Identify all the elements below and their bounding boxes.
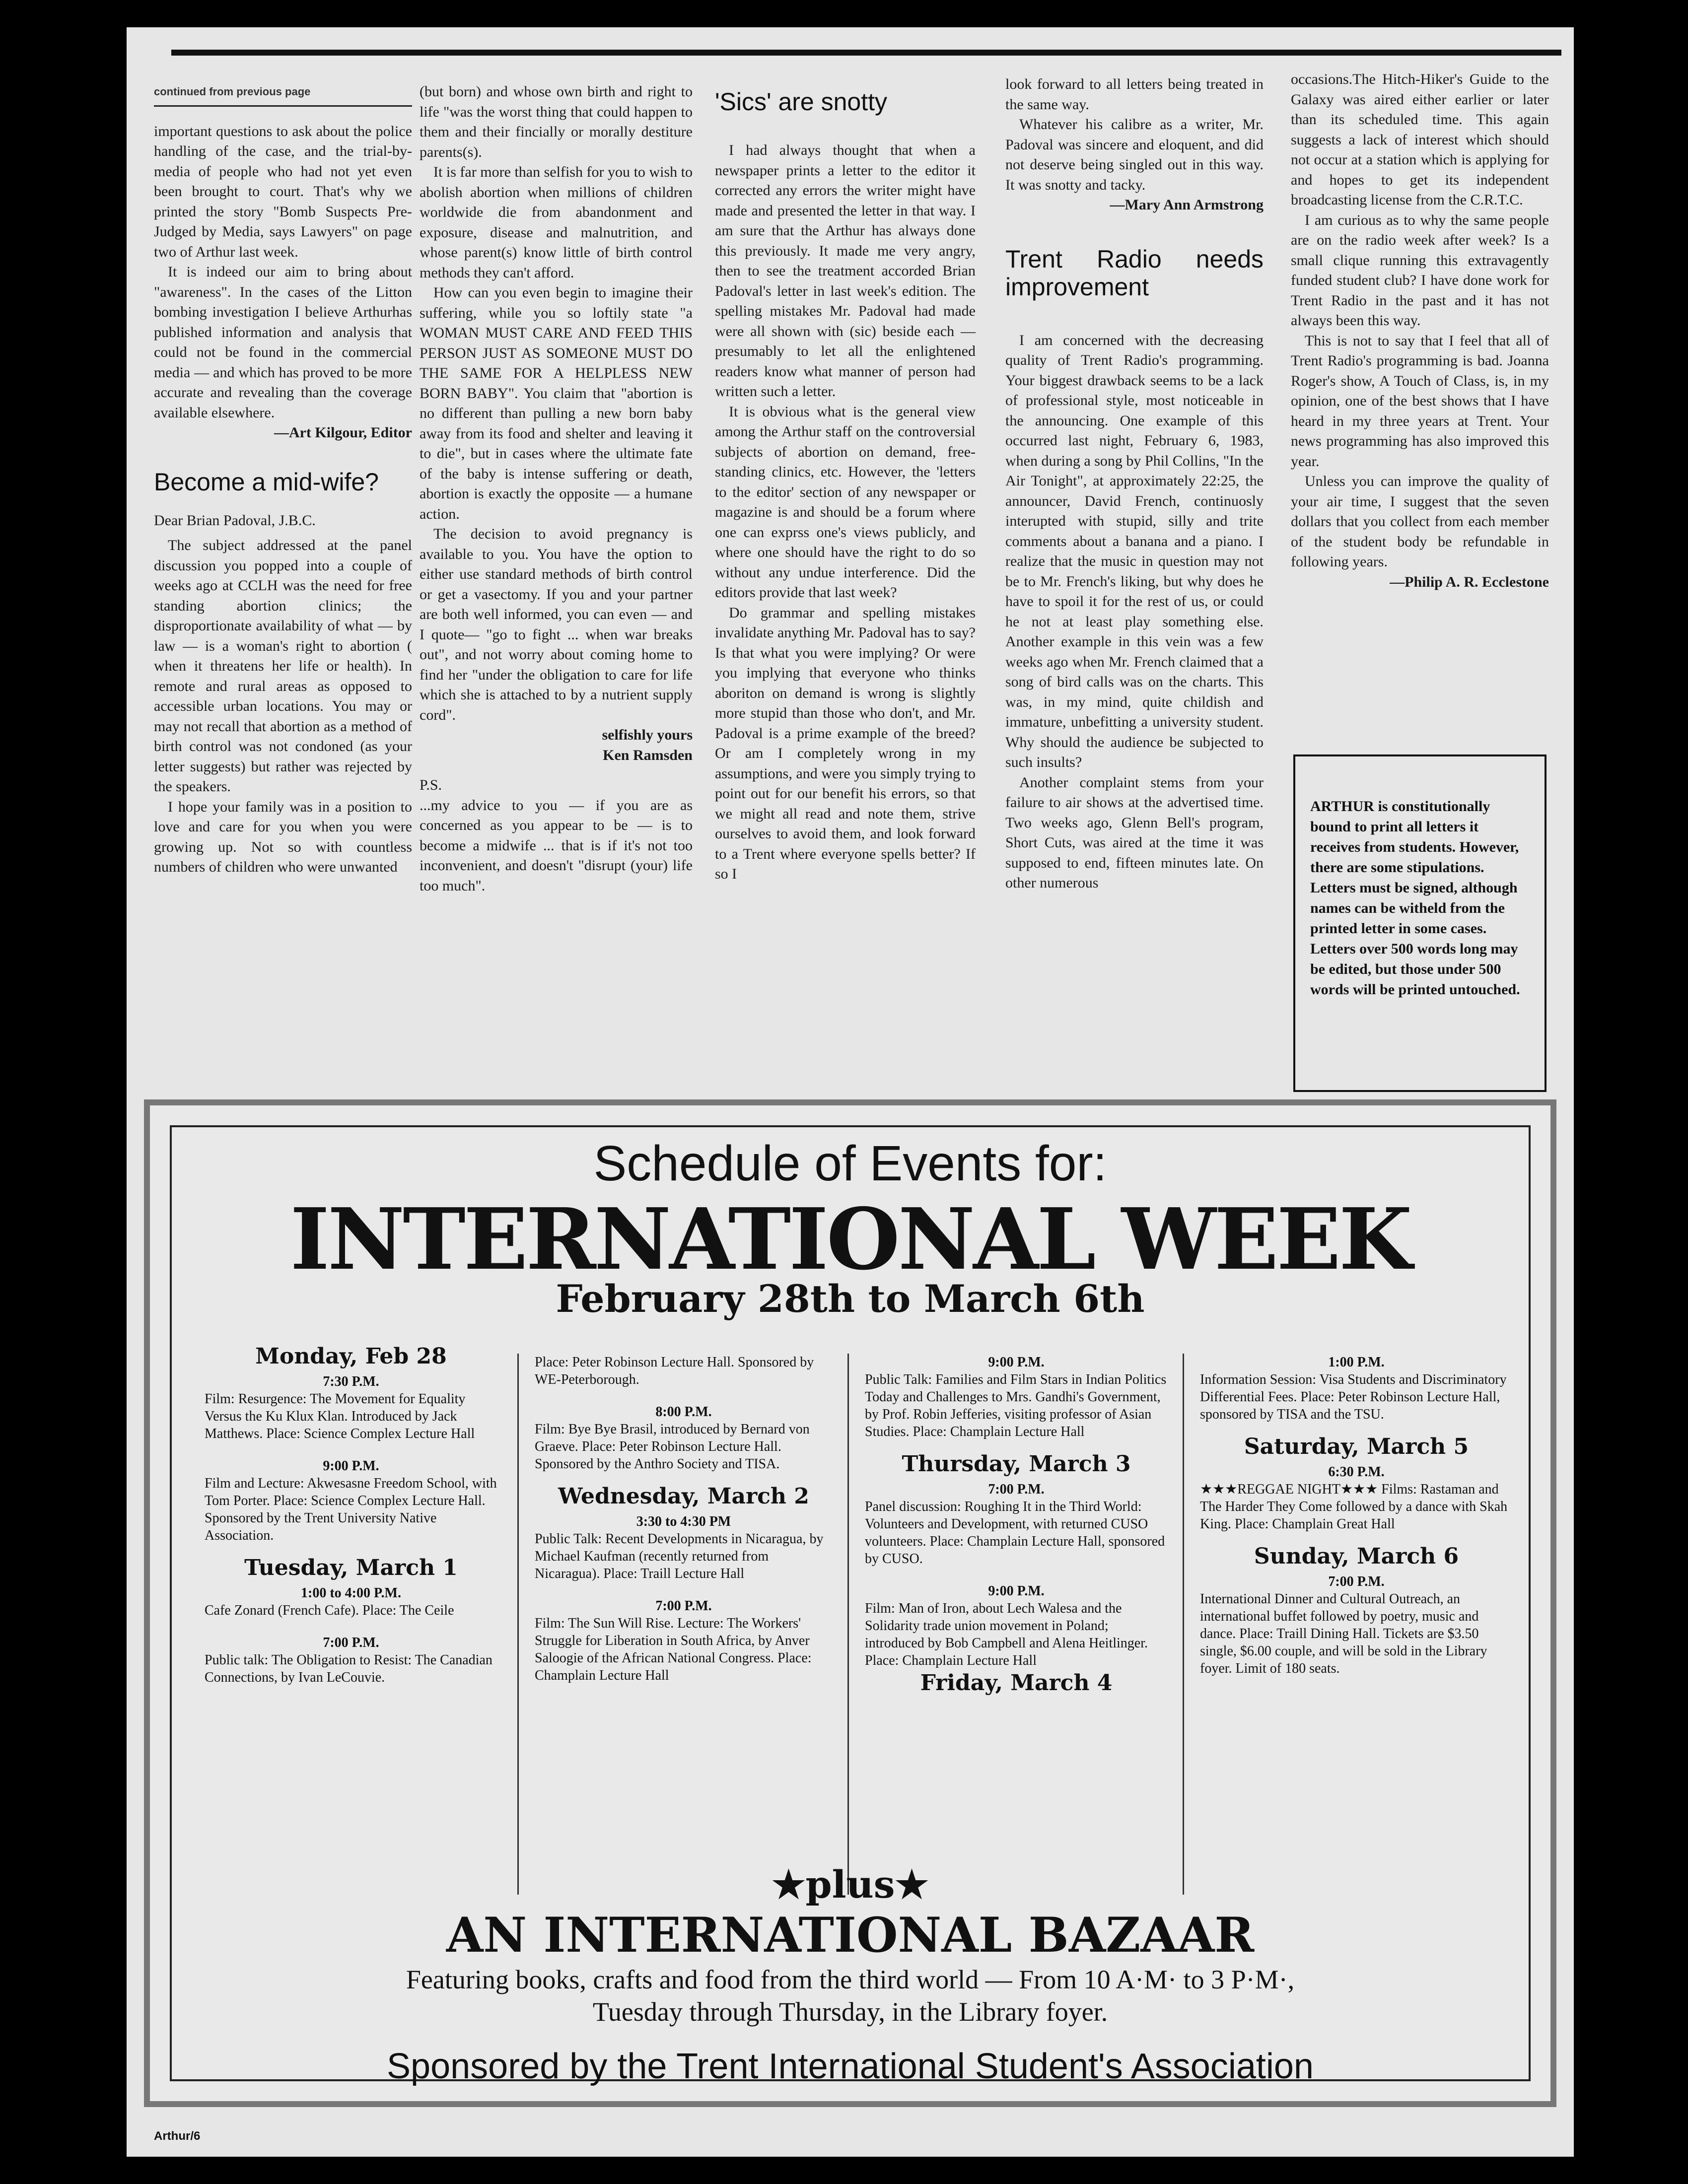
postscript-label: P.S.	[420, 777, 442, 793]
paragraph: How can you even begin to imagine their suffering, while you so loftily state "a WOMAN MUST CARE AND FEED THIS PERSON JUST AS SOMEONE MUST DO THE SAME FOR A HELPLESS NEW BORN BABY". You claim that "abortion is no different than pulling a new born baby away from its food and shelter and leaving it to die", but in cases where the ultimate fate of the baby is intense suffering or death, abortion is exactly the opposite — a humane action.	[420, 284, 693, 522]
schedule-column-1	[205, 1344, 497, 1701]
event-time: 3:30 to 4:30 PM	[636, 1514, 731, 1529]
event-description: Cafe Zonard (French Cafe). Place: The Ceile	[205, 1603, 454, 1618]
event-description: Information Session: Visa Students and Discriminatory Differential Fees. Place: Peter Robinson Lecture Hall, sponsored by TISA and the TSU.	[1200, 1372, 1507, 1422]
event-time: 7:00 P.M.	[323, 1635, 379, 1650]
schedule-column-3	[865, 1354, 1168, 1700]
event-time: 9:00 P.M.	[323, 1458, 379, 1474]
day-heading: Saturday, March 5	[1244, 1434, 1469, 1459]
schedule-column-2	[535, 1354, 833, 1699]
paragraph: look forward to all letters being treated in the same way.	[1005, 76, 1264, 113]
letters-policy-text: ARTHUR is constitutionally bound to print all letters it receives from students. However, there are some stipulations. Letters must be signed, although names can be witheld from the printed letter in some cases. Letters over 500 words long may be edited, but those under 500 words will be printed untouched.	[1310, 798, 1520, 998]
paragraph: It is indeed our aim to bring about "awareness". In the cases of the Litton bombing investigation I believe Arthurhas published information and analysis that could not be found in the commercial media — and which has proved to be more accurate and revealing than the coverage available elsewhere.	[154, 264, 412, 421]
top-rule	[171, 50, 1561, 56]
paragraph: Do grammar and spelling mistakes invalidate anything Mr. Padoval has to say? Is that what you were implying? Or were you implying that everyone who thinks aboriton on demand is wrong is slightly more stupid than those who don't, and Mr. Padoval is a prime example of the breed? Or am I completely wrong in my assumptions, and were you simply trying to point out for our benefit his errors, so that we might all read and note them, strive ourselves to avoid them, and look forward to a Trent where everyone spells better? If so I	[715, 604, 976, 882]
column-2	[420, 82, 693, 896]
day-heading: Monday, Feb 28	[255, 1344, 447, 1369]
ad-title: Schedule of Events for:	[593, 1136, 1107, 1191]
column-5	[1291, 69, 1549, 592]
paragraph: important questions to ask about the police handling of the case, and the trial-by-media of people who had not yet even been brought to court. That's why we printed the story "Bomb Suspects Pre-Judged by Media, says Lawyers" on page two of Arthur last week.	[154, 123, 412, 260]
letters-policy-box	[1293, 754, 1547, 1092]
day-heading: Friday, March 4	[920, 1670, 1113, 1696]
event-description: Panel discussion: Roughing It in the Third World: Volunteers and Development, with returned CUSO volunteers. Place: Champlain Lecture Hall, sponsored by CUSO.	[865, 1499, 1165, 1567]
event-time: 1:00 P.M.	[1328, 1355, 1385, 1370]
signature: Ken Ramsden	[603, 747, 693, 763]
paragraph: I had always thought that when a newspaper prints a letter to the editor it corrected any errors the writer might have made and presented the letter in that way. I am sure that the Arthur has always done this previously. It made me very angry, then to see the treatment accorded Brian Padoval's letter in last week's edition. The spelling mistakes Mr. Padoval had made were all shown with (sic) beside each — presumably to let all the enlightened readers know what manner of person had written such a letter.	[715, 142, 976, 400]
signature: selfishly yours	[602, 727, 693, 743]
event-time: 7:00 P.M.	[1328, 1574, 1385, 1589]
event-time: 7:30 P.M.	[323, 1374, 379, 1389]
paragraph: It is obvious what is the general view among the Arthur staff on the controversial subjects of abortion on demand, free-standing clinics, etc. However, the 'letters to the editor' section of any newspaper or magazine is and should be a forum where one can exprss one's views publicly, and where one should have the right to do so without any undue interference. Did the editors provide that last week?	[715, 403, 976, 601]
paragraph: Another complaint stems from your failure to air shows at the advertised time. Two weeks ago, Glenn Bell's program, Short Cuts, was aired at the time it was supposed to end, fifteen minutes late. On other numerous	[1005, 774, 1264, 891]
event-time: 7:00 P.M.	[655, 1598, 712, 1614]
event-description: Film: Resurgence: The Movement for Equality Versus the Ku Klux Klan. Introduced by Jack Matthews. Place: Science Complex Lecture Hall	[205, 1391, 475, 1441]
event-description: Public Talk: Families and Film Stars in Indian Politics Today and Challenges to Mrs. Gandhi's Government, by Prof. Robin Jefferies, visiting professor of Asian Studies. Place: Champlain Lecture Hall	[865, 1372, 1167, 1439]
event-description: International Dinner and Cultural Outreach, an international buffet followed by poetry, music and dance. Place: Traill Dining Hall. Tickets are $3.50 single, $6.00 couple, and will be sold in the Library foyer. Limit of 180 seats.	[1200, 1591, 1487, 1676]
divider	[1183, 1354, 1184, 1895]
event-description: ★★★REGGAE NIGHT★★★ Films: Rastaman and The Harder They Come followed by a dance with Skah King. Place: Champlain Great Hall	[1200, 1482, 1508, 1532]
paragraph: Whatever his calibre as a writer, Mr. Padoval was sincere and eloquent, and did not deserve being singled out in this way. It was snotty and tacky.	[1005, 116, 1264, 193]
paragraph: Unless you can improve the quality of your air time, I suggest that the seven dollars that you collect from each member of the student body be refundable in following years.	[1291, 473, 1549, 570]
event-time: 9:00 P.M.	[988, 1583, 1045, 1599]
international-week-ad	[144, 1099, 1556, 2107]
headline-sics: 'Sics' are snotty	[715, 88, 887, 116]
paragraph: This is not to say that I feel that all of Trent Radio's programming is bad. Joanna Roger's show, A Touch of Class, is, in my opinion, one of the best shows that I have heard in my three years at Trent. Your news programming has also improved this year.	[1291, 332, 1549, 470]
paragraph: (but born) and whose own birth and right to life "was the worst thing that could happen to them and their fincially or morally destiture parents(s).	[420, 83, 693, 160]
signature: —Philip A. R. Ecclestone	[1390, 573, 1549, 590]
event-description: Film and Lecture: Akwesasne Freedom School, with Tom Porter. Place: Science Complex Lecture Hall. Sponsored by the Trent University Native Association.	[205, 1476, 497, 1543]
page-footer: Arthur/6	[154, 2129, 201, 2143]
continued-label: continued from previous page	[154, 82, 412, 107]
day-heading: Wednesday, March 2	[558, 1484, 809, 1509]
event-description: Film: Bye Bye Brasil, introduced by Bernard von Graeve. Place: Peter Robinson Lecture Hall. Sponsored by the Anthro Society and TISA.	[535, 1422, 810, 1472]
headline-midwife: Become a mid-wife?	[154, 468, 379, 496]
paragraph: occasions.The Hitch-Hiker's Guide to the Galaxy was aired either earlier or later than its scheduled time. This again suggests a lack of interest which should not occur at a station which is applying for and hopes to get its independent broadcasting license from the C.R.T.C.	[1291, 71, 1549, 208]
bazaar-line-1: Featuring books, crafts and food from the third world — From 10 A·M· to 3 P·M·,	[406, 1965, 1295, 1994]
column-3	[715, 82, 976, 885]
event-description: Public Talk: Recent Developments in Nicaragua, by Michael Kaufman (recently returned from Nicaragua). Place: Traill Lecture Hall	[535, 1531, 824, 1581]
event-time: 8:00 P.M.	[655, 1404, 712, 1420]
event-description: Public talk: The Obligation to Resist: The Canadian Connections, by Ivan LeCouvie.	[205, 1652, 492, 1685]
day-heading: Sunday, March 6	[1254, 1544, 1459, 1569]
bazaar-line-2: Tuesday through Thursday, in the Library foyer.	[592, 1997, 1108, 2027]
salutation: Dear Brian Padoval, J.B.C.	[154, 512, 316, 529]
paragraph: The decision to avoid pregnancy is available to you. You have the option to either use standard methods of birth control or get a vasectomy. If you and your partner are both well informed, you can even — and I quote— "go to fight ... when war breaks out", and not worry about coming home to find her "under the obligation to care for life which she is attached to by a nutrient supply cord".	[420, 526, 693, 723]
signature: —Mary Ann Armstrong	[1110, 197, 1264, 213]
bazaar-title: AN INTERNATIONAL BAZAAR	[446, 1907, 1255, 1963]
event-time: 6:30 P.M.	[1328, 1464, 1385, 1480]
paragraph: I am concerned with the decreasing quality of Trent Radio's programming. Your biggest drawback seems to be a lack of professional style, most noticeable in the announcing. One example of this occurred last night, February 6, 1983, when during a song by Phil Collins, "In the Air Tonight", at approximately 22:25, the announcer, David French, continuosly interupted with stupid, silly and trite comments about a banana and a piano. I realize that the music in question may not be to Mr. French's liking, but why does he have to spoil it for the rest of us, or could he not at least play something else. Another example in this vein was a few weeks ago when Mr. French claimed that a song of bird calls was on the charts. This was, in my mind, quite childish and immature, unbefitting a university student. Why should the audience be subjected to such insults?	[1005, 332, 1264, 770]
event-time: 7:00 P.M.	[988, 1482, 1045, 1497]
paragraph: The subject addressed at the panel discussion you popped into a couple of weeks ago at CCLH was the need for free standing abortion clinics; the disproportionate availability of what — by law — is a woman's right to abortion ( when it threatens her life or health). In remote and rural areas as opposed to accessible urban locations. You may or may not recall that abortion as a method of birth control was not condoned (as your letter suggests) but rather was rejected by the speakers.	[154, 537, 412, 795]
paragraph: I hope your family was in a position to love and care for you when you were growing up. Not so with countless numbers of children who were unwanted	[154, 798, 412, 875]
paragraph: ...my advice to you — if you are as concerned as you appear to be — is to become a midwife ... that is if it's not too inconvenient, and doesn't "disrupt (your) life too much".	[420, 797, 693, 894]
day-heading: Thursday, March 3	[902, 1451, 1131, 1477]
day-heading: Tuesday, March 1	[244, 1555, 458, 1580]
paragraph: It is far more than selfish for you to wish to abolish abortion when millions of children worldwide die from abandonment and exposure, disease and malnutrition, and whose parent(s) know little of birth control methods they can't afford.	[420, 164, 693, 281]
sponsor-line: Sponsored by the Trent International Student's Association	[387, 2047, 1314, 2086]
paragraph: I am curious as to why the same people are on the radio week after week? Is a small clique running this extravagently funded student club? I have done work for Trent Radio in the past and it has not always been this way.	[1291, 211, 1549, 329]
divider	[517, 1354, 519, 1895]
column-4	[1005, 74, 1264, 893]
signature: —Art Kilgour, Editor	[274, 424, 412, 441]
ad-dates: February 28th to March 6th	[556, 1277, 1145, 1321]
ad-event-name: INTERNATIONAL WEEK	[290, 1190, 1410, 1289]
event-description: Film: Man of Iron, about Lech Walesa and the Solidarity trade union movement in Poland; introduced by Bob Campbell and Alena Heitlinger. Place: Champlain Lecture Hall	[865, 1601, 1148, 1668]
event-description: Film: The Sun Will Rise. Lecture: The Workers' Struggle for Liberation in South Africa, by Anver Saloogie of the African National Congress. Place: Champlain Lecture Hall	[535, 1616, 812, 1683]
divider	[847, 1354, 849, 1895]
column-1	[154, 82, 412, 878]
event-time: 1:00 to 4:00 P.M.	[301, 1585, 401, 1601]
event-time: 9:00 P.M.	[988, 1355, 1045, 1370]
schedule-column-4	[1200, 1354, 1513, 1692]
event-description: Place: Peter Robinson Lecture Hall. Sponsored by WE-Peterborough.	[535, 1355, 814, 1387]
plus-label: ★plus★	[772, 1862, 929, 1907]
headline-trent-radio: Trent Radio needs improvement	[1005, 245, 1264, 301]
